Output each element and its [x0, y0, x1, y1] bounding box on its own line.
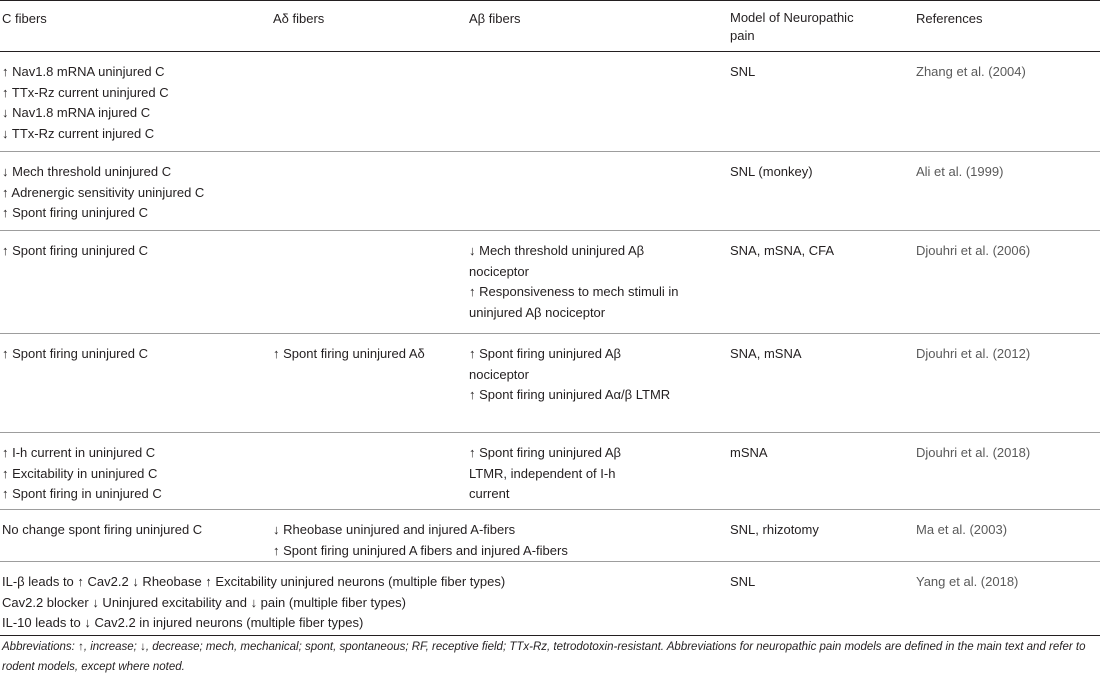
- c-fibers-cell: [0, 510, 271, 562]
- reference-cell: Yang et al. (2018): [914, 562, 1100, 636]
- model-cell: SNL, rhizotomy: [728, 510, 914, 562]
- a-delta-cell: [271, 433, 467, 510]
- finding-line: ↑ Spont firing uninjured C: [2, 243, 148, 258]
- header-c-fibers: C fibers: [0, 1, 271, 52]
- c-fibers-cell: [0, 231, 271, 334]
- header-model: [728, 1, 914, 52]
- model-cell: SNA, mSNA: [728, 334, 914, 433]
- c-fibers-cell: [0, 334, 271, 433]
- a-beta-cell: [467, 433, 728, 510]
- model-cell: SNL (monkey): [728, 152, 914, 231]
- model-cell: SNL: [728, 562, 914, 636]
- header-a-beta-fibers: Aβ fibers: [467, 1, 728, 52]
- reference-cell: Ma et al. (2003): [914, 510, 1100, 562]
- table-row: [0, 231, 1100, 334]
- multiple-fibers-span-cell: [0, 562, 728, 636]
- header-references: References: [914, 1, 1100, 52]
- a-beta-cell: [467, 334, 728, 433]
- table-row: [0, 562, 1100, 636]
- finding-line: ↑ Responsiveness to mech stimuli in uninjured Aβ nociceptor: [469, 284, 679, 320]
- table-row: [0, 433, 1100, 510]
- reference-cell: Djouhri et al. (2006): [914, 231, 1100, 334]
- finding-line: ↑ Spont firing uninjured A fibers and injured A-fibers: [273, 542, 568, 558]
- finding-line: ↑ Spont firing in uninjured C: [2, 486, 162, 501]
- header-model-label: Model of Neuropathic pain: [730, 10, 854, 43]
- table-row: [0, 52, 1100, 152]
- finding-line: ↑ Spont firing uninjured Aβ LTMR, independent of I-h current: [469, 445, 622, 501]
- finding-line: ↑ Spont firing uninjured Aα/β LTMR: [469, 387, 671, 402]
- finding-line: No change spont firing uninjured C: [2, 522, 203, 537]
- a-delta-cell: [271, 334, 467, 433]
- reference-cell: Zhang et al. (2004): [914, 52, 1100, 152]
- model-cell: mSNA: [728, 433, 914, 510]
- finding-line: IL-β leads to ↑ Cav2.2 ↓ Rheobase ↑ Excitability uninjured neurons (multiple fiber types): [2, 574, 506, 589]
- c-fibers-cell: [0, 152, 271, 231]
- finding-line: ↑ Spont firing uninjured Aδ: [273, 346, 425, 361]
- a-beta-cell: [467, 52, 728, 152]
- a-delta-cell: [271, 231, 467, 334]
- a-beta-cell: [467, 231, 728, 334]
- finding-line: ↑ I-h current in uninjured C: [2, 445, 156, 460]
- finding-line: ↑ Excitability in uninjured C: [2, 465, 158, 481]
- c-fibers-cell: [0, 433, 271, 510]
- header-a-delta-fibers: Aδ fibers: [271, 1, 467, 52]
- a-delta-cell: [271, 152, 467, 231]
- model-cell: SNL: [728, 52, 914, 152]
- finding-line: ↑ Adrenergic sensitivity uninjured C: [2, 184, 205, 200]
- finding-line: ↑ Spont firing uninjured C: [2, 346, 148, 361]
- a-fibers-span-cell: [271, 510, 728, 562]
- reference-cell: Ali et al. (1999): [914, 152, 1100, 231]
- c-fibers-cell: [0, 52, 271, 152]
- table-row: [0, 510, 1100, 562]
- finding-line: Cav2.2 blocker ↓ Uninjured excitability and ↓ pain (multiple fiber types): [2, 594, 406, 610]
- finding-line: ↓ Nav1.8 mRNA injured C: [2, 105, 151, 120]
- finding-line: ↓ TTx-Rz current injured C: [2, 125, 155, 141]
- finding-line: ↑ Spont firing uninjured C: [2, 205, 148, 220]
- header-row: [0, 1, 1100, 52]
- table-row: [0, 152, 1100, 231]
- finding-line: ↑ Spont firing uninjured Aβ nociceptor: [469, 346, 622, 382]
- finding-line: ↓ Mech threshold uninjured Aβ nociceptor: [469, 243, 645, 279]
- table-footnote: Abbreviations: ↑, increase; ↓, decrease; mech, mechanical; spont, spontaneous; RF, receptive field; TTx-Rz, tetrodotoxin-resistant. Abbreviations for neuropathic pain models are defined in the main text and refer to rodent models, except where noted.: [2, 641, 1086, 673]
- finding-line: ↑ TTx-Rz current uninjured C: [2, 84, 169, 100]
- finding-line: ↓ Mech threshold uninjured C: [2, 164, 172, 179]
- reference-cell: Djouhri et al. (2018): [914, 433, 1100, 510]
- reference-cell: Djouhri et al. (2012): [914, 334, 1100, 433]
- finding-line: ↑ Nav1.8 mRNA uninjured C: [2, 64, 165, 79]
- finding-line: ↓ Rheobase uninjured and injured A-fibers: [273, 522, 516, 537]
- model-cell: SNA, mSNA, CFA: [728, 231, 914, 334]
- table-row: [0, 334, 1100, 433]
- a-beta-cell: [467, 152, 728, 231]
- finding-line: IL-10 leads to ↓ Cav2.2 in injured neurons (multiple fiber types): [2, 615, 364, 630]
- a-delta-cell: [271, 52, 467, 152]
